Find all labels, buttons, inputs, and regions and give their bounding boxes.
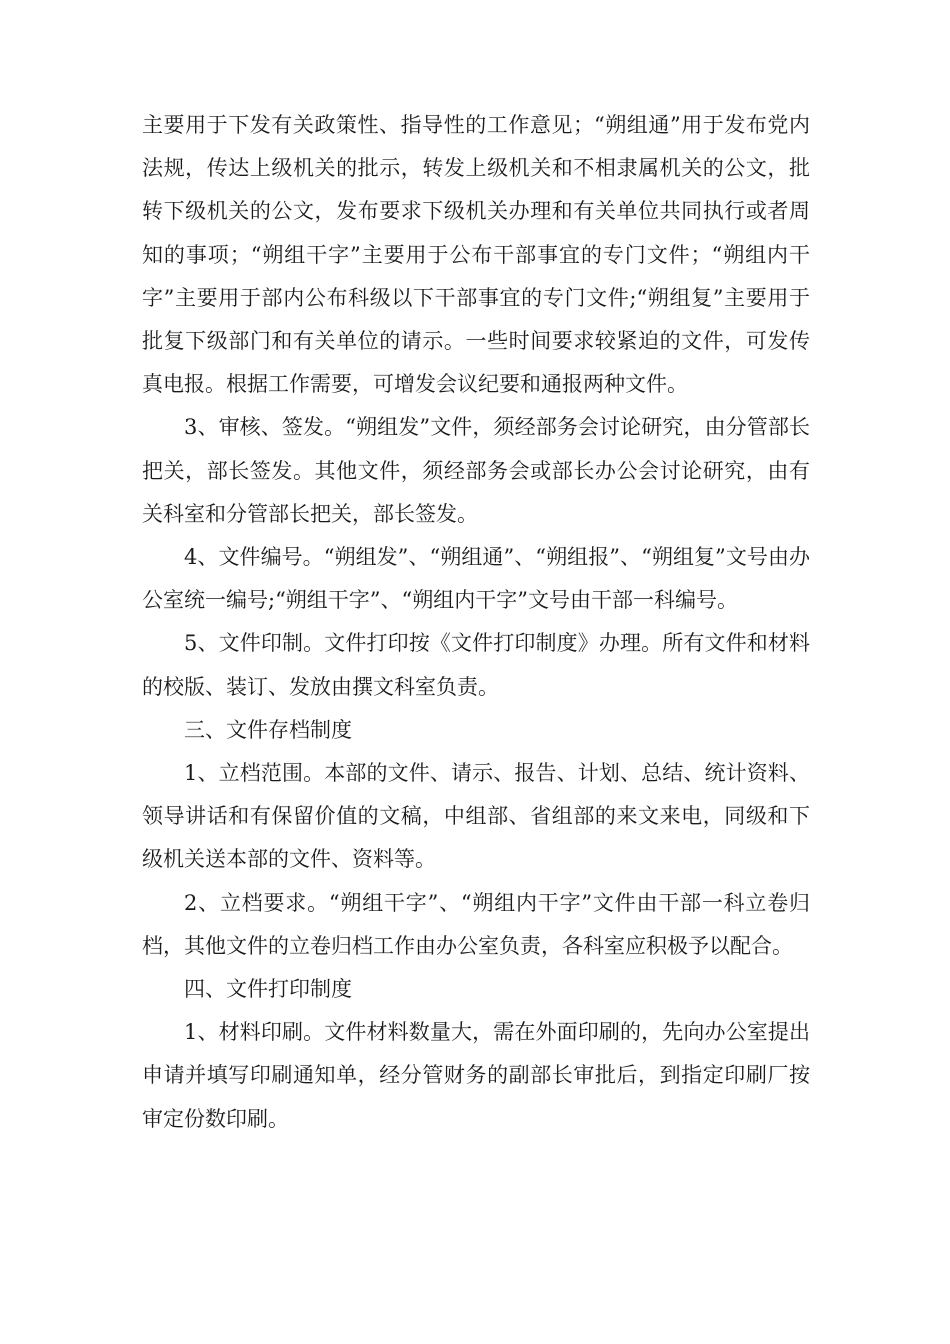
document-body [142,104,810,1141]
paragraph-file-numbering: 4、文件编号。“朔组发”、“朔组通”、“朔组报”、“朔组复”文号由办公室统一编号;“朔组干字”、“朔组内干字”文号由干部一科编号。 [142,545,810,613]
section-heading-archiving: 三、文件存档制度 [184,717,352,742]
paragraph-review-signoff: 3、审核、签发。“朔组发”文件，须经部务会讨论研究，由分管部长把关，部长签发。其他文件，须经部务会或部长办公会讨论研究，由有关科室和分管部长把关，部长签发。 [142,415,810,526]
paragraph-material-printing: 1、材料印刷。文件材料数量大，需在外面印刷的，先向办公室提出申请并填写印刷通知单，经分管财务的副部长审批后，到指定印刷厂按审定份数印刷。 [142,1020,810,1131]
paragraph-document-types: 主要用于下发有关政策性、指导性的工作意见；“朔组通”用于发布党内法规，传达上级机关的批示，转发上级机关和不相隶属机关的公文，批转下级机关的公文，发布要求下级机关办理和有关单位共同执行或者周知的事项；“朔组干字”主要用于公布干部事宜的专门文件；“朔组内干字”主要用于部内公布科级以下干部事宜的专门文件;“朔组复”主要用于批复下级部门和有关单位的请示。一些时间要求较紧迫的文件，可发传真电报。根据工作需要，可增发会议纪要和通报两种文件。 [142,113,810,397]
paragraph-file-printing: 5、文件印制。文件打印按《文件打印制度》办理。所有文件和材料的校版、装订、发放由撰文科室负责。 [142,631,810,699]
paragraph-archive-scope: 1、立档范围。本部的文件、请示、报告、计划、总结、统计资料、领导讲话和有保留价值的文稿，中组部、省组部的来文来电，同级和下级机关送本部的文件、资料等。 [142,761,810,872]
section-heading-printing: 四、文件打印制度 [184,977,352,1002]
paragraph-archive-requirements: 2、立档要求。“朔组干字”、“朔组内干字”文件由干部一科立卷归档，其他文件的立卷归档工作由办公室负责，各科室应积极予以配合。 [142,890,810,958]
